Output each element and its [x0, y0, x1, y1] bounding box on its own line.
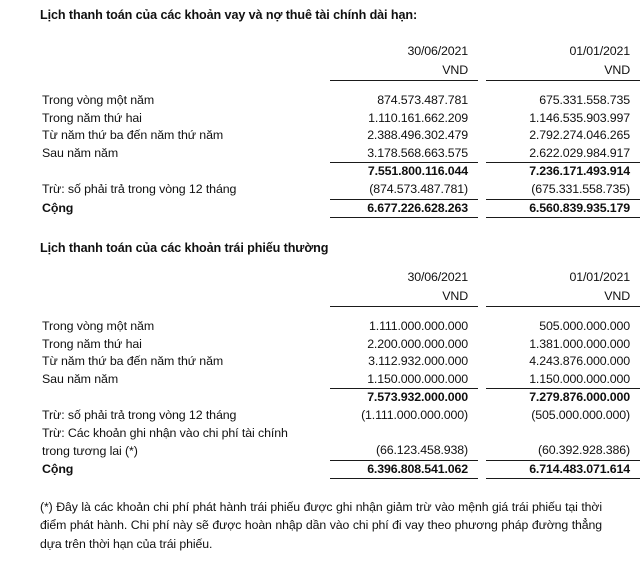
total-row — [0, 199, 640, 218]
header-col2-date: 01/01/2021 — [569, 44, 630, 58]
table-row — [0, 336, 640, 354]
row-col2-value: 2.792.274.046.265 — [529, 128, 630, 143]
header-col1-date: 30/06/2021 — [407, 270, 468, 284]
table-row — [0, 353, 640, 371]
table-row — [0, 371, 640, 389]
table-header-currency — [0, 287, 640, 307]
subtotal-col1-value: 7.551.800.116.044 — [330, 163, 478, 181]
deduction-1-col1-value: (1.111.000.000.000) — [361, 407, 468, 422]
row-col1-value: 3.112.932.000.000 — [368, 354, 468, 369]
row-col1-value: 1.111.000.000.000 — [369, 319, 468, 333]
row-col1-value: 3.178.568.663.575 — [367, 145, 468, 160]
subtotal-col2-value: 7.279.876.000.000 — [486, 389, 640, 407]
deduction-row-2-line2 — [0, 442, 640, 460]
row-label: Trong vòng một năm — [42, 319, 155, 333]
row-label: Từ năm thứ ba đến năm thứ năm — [42, 354, 224, 369]
subtotal-label — [0, 389, 330, 407]
loan-repayment-schedule-table — [0, 42, 640, 218]
row-label: Sau năm năm — [42, 146, 119, 161]
section-1-title: Lịch thanh toán của các khoản vay và nợ thuê tài chính dài hạn: — [40, 8, 418, 22]
total-row — [0, 460, 640, 479]
row-col2-value: 4.243.876.000.000 — [529, 354, 630, 369]
row-col2-value: 675.331.558.735 — [539, 93, 630, 107]
table-row — [0, 318, 640, 336]
table-row — [0, 145, 640, 163]
row-col1-value: 1.110.161.662.209 — [368, 110, 468, 125]
row-col1-value: 2.388.496.302.479 — [367, 128, 468, 143]
deduction-1-label: Trừ: số phải trả trong vòng 12 tháng — [42, 407, 237, 422]
table-header-dates — [0, 268, 640, 287]
deduction-col2-value: (675.331.558.735) — [486, 181, 640, 199]
header-col2-currency: VND — [486, 287, 640, 307]
row-col1-value: 1.150.000.000.000 — [367, 371, 468, 386]
header-spacer-row — [0, 307, 640, 319]
deduction-row-2-line1 — [0, 425, 640, 443]
deduction-1-col2-value: (505.000.000.000) — [531, 407, 630, 422]
bond-repayment-schedule-table — [0, 268, 640, 479]
total-col1-value: 6.396.808.541.062 — [330, 460, 478, 479]
total-col1-value: 6.677.226.628.263 — [330, 199, 478, 218]
header-label-spacer — [0, 268, 330, 287]
deduction-row-1 — [0, 407, 640, 425]
subtotal-col2-value: 7.236.171.493.914 — [486, 163, 640, 181]
deduction-2-label-line-1: Trừ: Các khoản ghi nhận vào chi phí tài chính — [42, 425, 288, 440]
table-row — [0, 110, 640, 128]
row-label: Từ năm thứ ba đến năm thứ năm — [42, 128, 224, 143]
deduction-col1-value: (874.573.487.781) — [330, 181, 478, 199]
row-label: Trong năm thứ hai — [42, 336, 142, 351]
total-col2-value: 6.560.839.935.179 — [486, 199, 640, 218]
subtotal-row — [0, 389, 640, 407]
total-label: Cộng — [42, 462, 74, 477]
section-2-title: Lịch thanh toán của các khoản trái phiếu thường — [40, 241, 329, 255]
header-col1-currency: VND — [330, 61, 478, 81]
subtotal-label — [0, 163, 330, 181]
table-row — [0, 92, 640, 110]
currency-label-spacer — [0, 61, 330, 81]
header-gap — [478, 61, 486, 81]
row-label: Sau năm năm — [42, 372, 119, 387]
subtotal-col1-value: 7.573.932.000.000 — [330, 389, 478, 407]
header-col2-date: 01/01/2021 — [569, 270, 630, 284]
row-col2-value: 1.381.000.000.000 — [529, 336, 630, 351]
row-col1-value: 874.573.487.781 — [377, 93, 468, 107]
row-label: Trong năm thứ hai — [42, 110, 142, 125]
header-col1-date: 30/06/2021 — [407, 44, 468, 58]
header-col1-currency: VND — [330, 287, 478, 307]
deduction-label: Trừ: số phải trả trong vòng 12 tháng — [42, 182, 237, 197]
deduction-row — [0, 181, 640, 199]
row-col2-value: 1.150.000.000.000 — [529, 371, 630, 386]
table-header-dates — [0, 42, 640, 61]
subtotal-row — [0, 163, 640, 181]
row-col2-value: 1.146.535.903.997 — [529, 110, 630, 125]
row-label: Trong vòng một năm — [42, 93, 155, 107]
row-col2-value: 505.000.000.000 — [539, 319, 630, 333]
total-col2-value: 6.714.483.071.614 — [486, 460, 640, 479]
header-gap — [478, 42, 486, 61]
row-col2-value: 2.622.029.984.917 — [529, 145, 630, 160]
deduction-2-col1-value: (66.123.458.938) — [330, 442, 478, 460]
currency-label-spacer — [0, 287, 330, 307]
total-label: Cộng — [42, 201, 74, 216]
deduction-2-col2-value: (60.392.928.386) — [486, 442, 640, 460]
deduction-2-label-line-2: trong tương lai (*) — [42, 443, 138, 458]
row-col1-value: 2.200.000.000.000 — [367, 336, 468, 351]
header-col2-currency: VND — [486, 61, 640, 81]
table-row — [0, 127, 640, 145]
footnote-text: (*) Đây là các khoản chi phí phát hành trái phiếu được ghi nhận giảm trừ vào mệnh giá trái phiếu tại thời điểm phát hành. Chi phí này sẽ được hoàn nhập dần vào chi phí đi vay theo phương pháp đường thẳng dựa trên thời hạn của trái phiếu. — [40, 500, 602, 551]
table-header-currency — [0, 61, 640, 81]
header-label-spacer — [0, 42, 330, 61]
header-spacer-row — [0, 81, 640, 93]
